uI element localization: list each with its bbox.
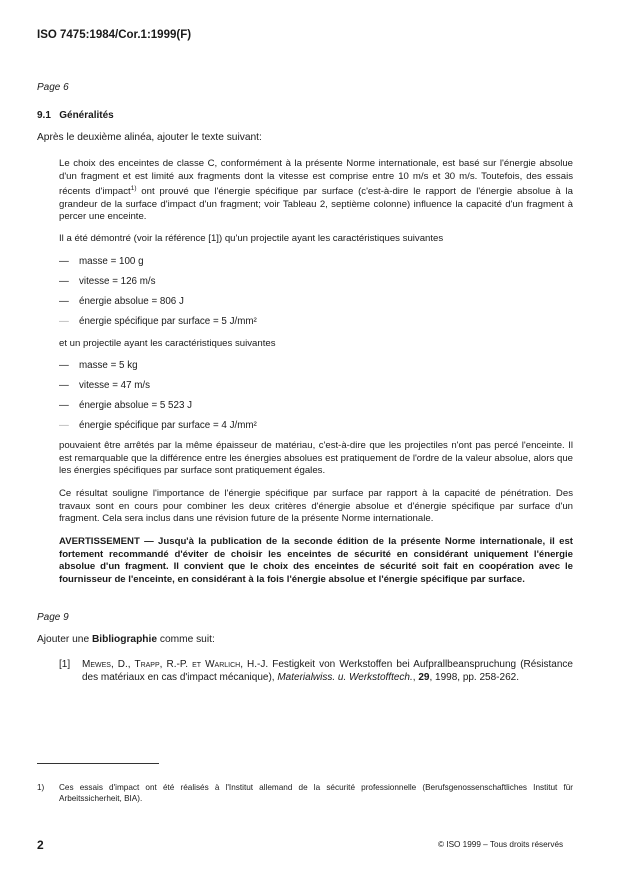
- list2-item-text: masse = 5 kg: [79, 360, 138, 371]
- bibliography-intro-a: Ajouter une: [37, 634, 92, 645]
- reference-journal: Materialwiss. u. Werkstofftech.: [277, 672, 413, 683]
- list2-item: [59, 380, 150, 391]
- dash: —: [59, 316, 69, 327]
- paragraph-3: et un projectile ayant les caractéristiques suivantes: [59, 338, 276, 349]
- list1-item-text: énergie spécifique par surface = 5 J/mm²: [79, 316, 257, 327]
- dash: —: [59, 296, 69, 307]
- dash: —: [59, 256, 69, 267]
- paragraph-4: pouvaient être arrêtés par la même épaisseur de matériau, c'est-à-dire que les projectiles n'ont pas percé l'enceinte. Il est remarquable que la différence entre les énergies absolues est pratiquement de l'ordre de la valeur absolue, alors que les énergies spécifiques par surface sont pratiquement égales.: [59, 440, 573, 477]
- copyright-notice: © ISO 1999 – Tous droits réservés: [438, 840, 564, 849]
- reference-text: [82, 658, 573, 684]
- paragraph-1: [59, 158, 573, 224]
- page-6-label: Page 6: [37, 82, 69, 93]
- list2-item: [59, 360, 138, 371]
- document-id: ISO 7475:1984/Cor.1:1999(F): [37, 29, 192, 41]
- paragraph-1-part-a: Le choix des enceintes de classe C, conformément à la présente Norme internationale, est basé sur l'énergie absolue d'un fragment et est limité aux fragments dont la vitesse est comprise entre 10 m/s et 30 m/s. Toutefois, des essais récents d'impact: [59, 158, 573, 198]
- section-heading: 9.1 Généralités: [37, 110, 114, 121]
- paragraph-1-part-b: ont prouvé que l'énergie spécifique par surface (c'est-à-dire le rapport de l'énergie absolue à la grandeur de la surface d'impact d'un fragment; voir Tableau 2, septième colonne) influence la capacité d'un fragment à percer une enceinte.: [59, 186, 573, 223]
- bibliography-title: Bibliographie: [91, 634, 158, 645]
- bibliography-intro-c: comme suit:: [157, 634, 215, 645]
- page-9-label: Page 9: [37, 612, 69, 623]
- bibliography-intro: [37, 634, 215, 645]
- dash: —: [59, 276, 69, 287]
- reference-pages: , 1998, pp. 258-262.: [429, 672, 519, 683]
- list2-item-text: vitesse = 47 m/s: [79, 380, 151, 391]
- footnote-text: Ces essais d'impact ont été réalisés à l'Institut allemand de la sécurité professionnelle (Berufsgenossenschaftliches Institut für Arbeitssicherheit, BIA).: [59, 783, 573, 803]
- list1-item: [59, 276, 156, 287]
- list1-item: [59, 296, 184, 307]
- list1-item-text: masse = 100 g: [79, 256, 144, 267]
- footnote-reference: 1): [130, 185, 137, 193]
- list2-item-text: énergie spécifique par surface = 4 J/mm²: [79, 420, 257, 431]
- footnote-separator: [37, 763, 159, 764]
- list1-item-text: énergie absolue = 806 J: [79, 296, 184, 307]
- list2-item: [59, 420, 257, 431]
- bibliography-reference: [59, 658, 573, 684]
- reference-sep: ,: [412, 672, 419, 683]
- footnote: [37, 782, 573, 804]
- dash: —: [59, 380, 69, 391]
- dash: —: [59, 360, 69, 371]
- reference-title: Festigkeit von Werkstoffen bei Aufprallbeanspruchung (Résistance des matériaux en cas d'impact mécanique),: [82, 659, 573, 683]
- dash: —: [59, 400, 69, 411]
- intro-text: Après le deuxième alinéa, ajouter le texte suivant:: [37, 132, 262, 143]
- paragraph-2: Il a été démontré (voir la référence [1]) qu'un projectile ayant les caractéristiques suivantes: [59, 233, 444, 244]
- list1-item: [59, 316, 257, 327]
- reference-authors: Mewes, D., Trapp, R.-P. et Warlich, H.-J.: [82, 659, 269, 670]
- reference-number: [1]: [59, 659, 71, 670]
- footnote-mark: 1): [37, 783, 45, 792]
- page-number: 2: [37, 838, 44, 852]
- list1-item-text: vitesse = 126 m/s: [79, 276, 156, 287]
- reference-volume: 29: [418, 672, 430, 683]
- list1-item: [59, 256, 144, 267]
- paragraph-5: Ce résultat souligne l'importance de l'énergie spécifique par surface par rapport à la capacité de pénétration. Des travaux sont en cours pour combiner les deux critères d'énergie absolue et d'énergie spécifique par surface d'un fragment. Cela sera inclus dans une révision future de la présente Norme internationale.: [59, 488, 573, 525]
- list2-item-text: énergie absolue = 5 523 J: [79, 400, 193, 411]
- warning-paragraph: AVERTISSEMENT — Jusqu'à la publication de la seconde édition de la présente Norme internationale, il est fortement recommandé d'éviter de choisir les enceintes de sécurité en considérant uniquement l'énergie absolue d'un fragment. Il convient que le choix des enceintes de sécurité soit fait en coopération avec le fournisseur de l'enceinte, en considérant à la fois l'énergie absolue et l'énergie spécifique par surface.: [59, 536, 573, 585]
- dash: —: [59, 420, 69, 431]
- list2-item: [59, 400, 192, 411]
